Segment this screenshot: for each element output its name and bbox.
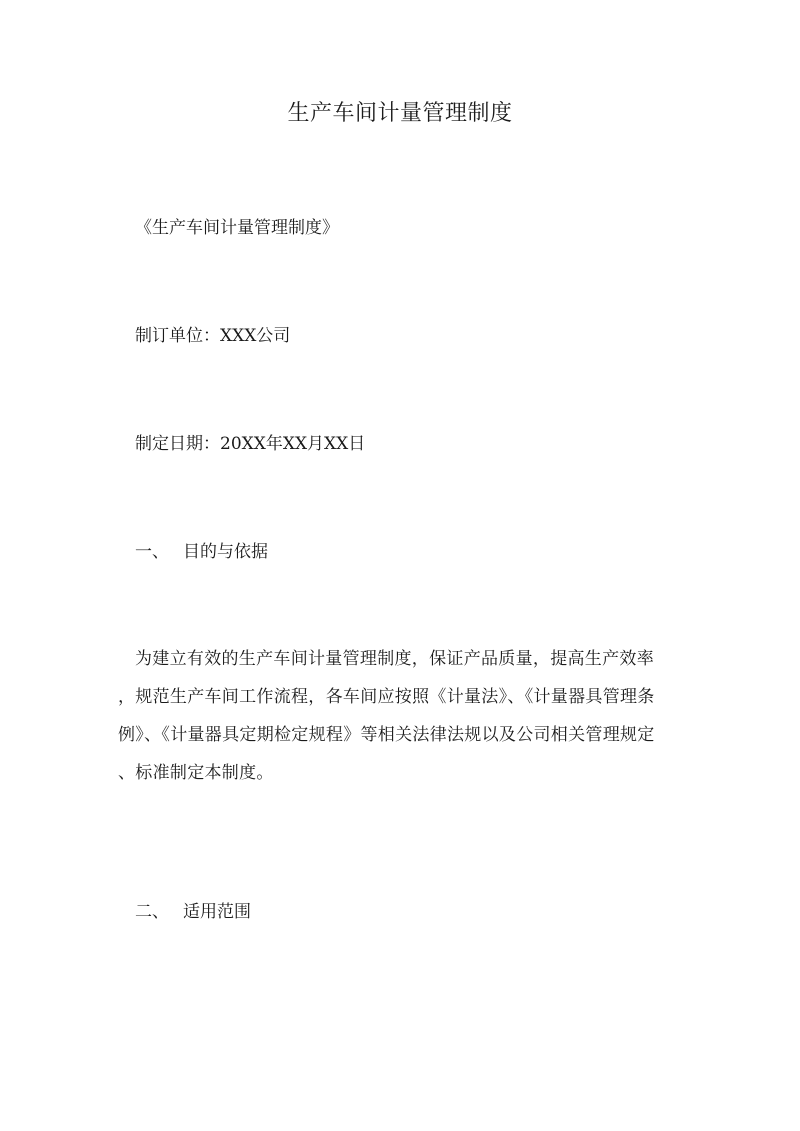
section-2-number: 二、 [135, 902, 169, 922]
section-1-heading [135, 538, 268, 566]
paragraph-line: ，规范生产车间工作流程，各车间应按照《计量法》、《计量器具管理条 [118, 687, 655, 707]
paragraph-line: 、标准制定本制度。 [118, 763, 274, 783]
section-1-number: 一、 [135, 542, 169, 562]
paragraph-line: 为建立有效的生产车间计量管理制度，保证产品质量，提高生产效率 [135, 649, 654, 669]
date-line: 制定日期：20XX年XX月XX日 [135, 434, 366, 454]
section-2-heading [135, 898, 251, 926]
paragraph-line: 例》、《计量器具定期检定规程》等相关法律法规以及公司相关管理规定 [118, 725, 655, 745]
section-1-title: 目的与依据 [183, 542, 268, 562]
document-title: 生产车间计量管理制度 [287, 101, 513, 126]
document-name-line: 《生产车间计量管理制度》 [135, 218, 339, 238]
organization-line: 制订单位：XXX公司 [135, 326, 291, 346]
section-1-paragraph [118, 640, 702, 792]
section-2-title: 适用范围 [183, 902, 251, 922]
